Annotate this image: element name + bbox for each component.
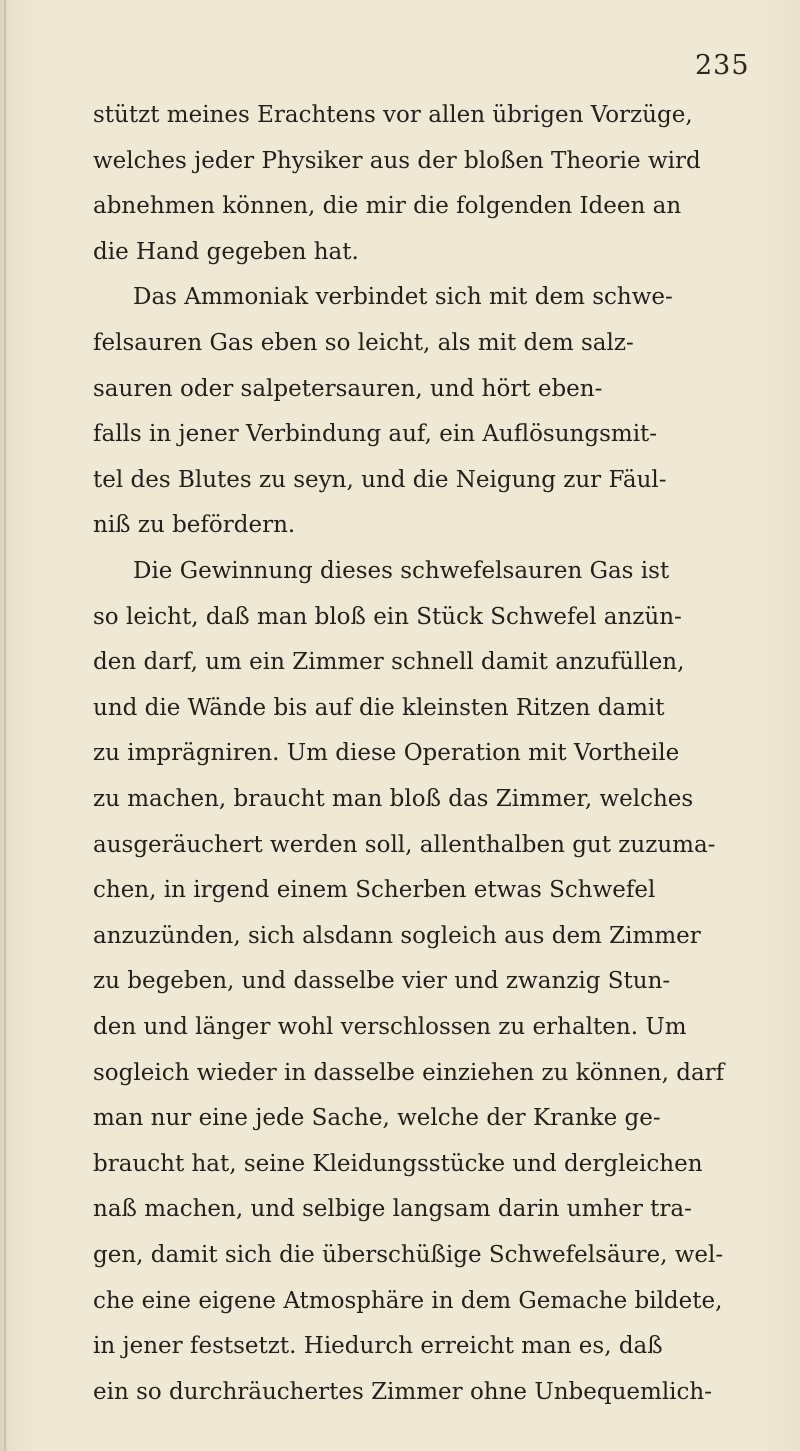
text-line: zu machen, braucht man bloß das Zimmer, welches <box>93 786 694 812</box>
text-line: man nur eine jede Sache, welche der Kranke ge- <box>93 1105 661 1132</box>
text-line: zu imprägniren. Um diese Operation mit Vortheile <box>93 740 680 767</box>
text-line: welches jeder Physiker aus der bloßen Theorie wird <box>93 147 701 174</box>
text-line: gen, damit sich die überschüßige Schwefelsäure, wel- <box>93 1242 724 1268</box>
text-line: zu begeben, und dasselbe vier und zwanzig Stun- <box>93 968 671 995</box>
text-line: in jener festsetzt. Hiedurch erreicht man es, daß <box>93 1333 663 1360</box>
text-line: ausgeräuchert werden soll, allenthalben gut zuzuma- <box>93 831 716 858</box>
text-line: sauren oder salpetersauren, und hört eben- <box>93 375 603 402</box>
text-line: braucht hat, seine Kleidungsstücke und dergleichen <box>93 1150 703 1177</box>
text-line: tel des Blutes zu seyn, und die Neigung zur Fäul- <box>93 466 667 493</box>
text-line: den darf, um ein Zimmer schnell damit anzufüllen, <box>93 649 685 676</box>
text-line: sogleich wieder in dasselbe einziehen zu können, darf <box>93 1059 725 1086</box>
text-line: anzuzünden, sich alsdann sogleich aus dem Zimmer <box>93 922 701 949</box>
text-line: den und länger wohl verschlossen zu erhalten. Um <box>93 1014 687 1040</box>
text-line: die Hand gegeben hat. <box>93 238 359 265</box>
text-line: naß machen, und selbige langsam darin umher tra- <box>93 1196 692 1223</box>
binding-edge <box>4 0 6 1451</box>
text-line: so leicht, daß man bloß ein Stück Schwefel anzün- <box>93 603 682 630</box>
text-line: niß zu befördern. <box>93 512 296 539</box>
page-number: 235 <box>695 50 750 81</box>
text-line: abnehmen können, die mir die folgenden Ideen an <box>93 193 682 220</box>
text-line: felsauren Gas eben so leicht, als mit dem salz- <box>93 330 634 356</box>
text-line: Das Ammoniak verbindet sich mit dem schwe- <box>133 284 673 311</box>
text-line: chen, in irgend einem Scherben etwas Schwefel <box>93 877 656 904</box>
text-line: und die Wände bis auf die kleinsten Ritzen damit <box>93 694 665 721</box>
text-line: falls in jener Verbindung auf, ein Auflösungsmit- <box>93 421 658 448</box>
text-line: ein so durchräuchertes Zimmer ohne Unbequemlich- <box>93 1378 713 1405</box>
text-line: che eine eigene Atmosphäre in dem Gemache bildete, <box>93 1287 723 1314</box>
text-line: stützt meines Erachtens vor allen übrigen Vorzüge, <box>93 102 693 128</box>
text-line: Die Gewinnung dieses schwefelsauren Gas ist <box>133 558 670 584</box>
